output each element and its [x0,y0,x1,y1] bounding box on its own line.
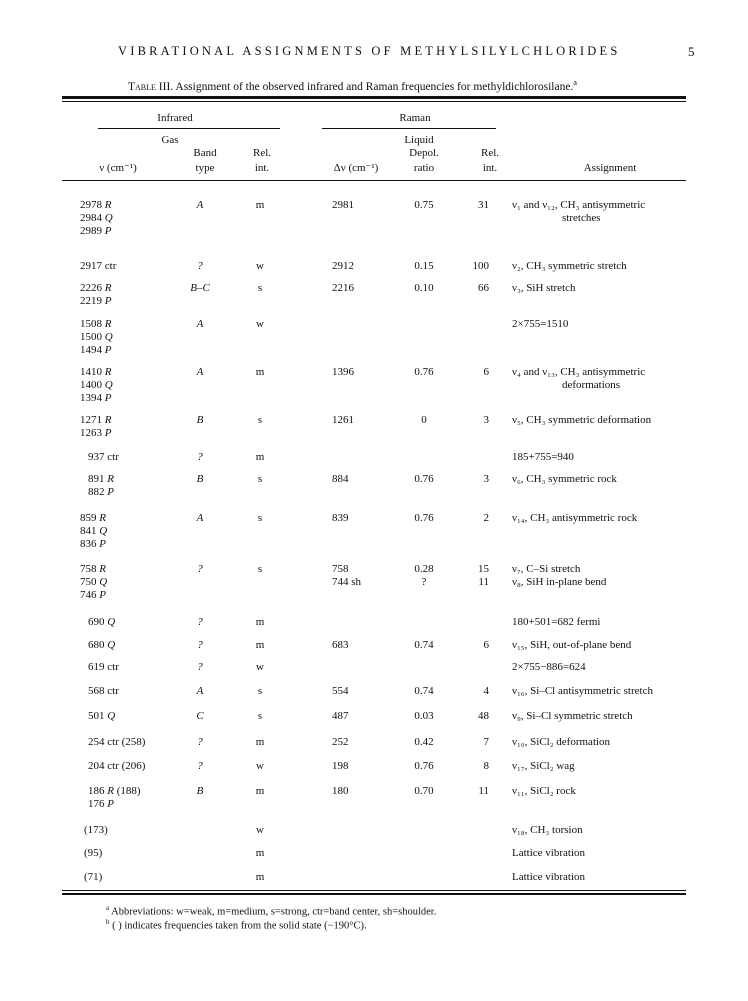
cell-band: A [196,318,204,330]
cell-int: m [255,639,265,651]
cell-freq: 1410 R [80,366,112,378]
heading-assignment: Assignment [583,162,637,174]
cell-rint: 8 [483,760,489,772]
cell-rint: 4 [483,685,489,697]
cell-band: A [196,685,204,697]
footnote-b-text: ( ) indicates frequencies taken from the solid state (−190°C). [112,920,367,932]
footnote-a-mark: a [106,904,110,912]
cell-int: m [255,616,265,628]
cell-freq: 1494 P [80,344,112,356]
cell-freq: 2219 P [80,295,112,307]
cell-freq: 2917 ctr [80,260,117,272]
cell-int: w [256,318,264,330]
heading-frequency: ν (cm⁻¹) [99,162,137,174]
caption-footnote-mark: a [573,78,577,87]
raman-span-rule [322,128,496,129]
heading-infrared: Infrared [157,112,193,124]
cell-dnu: 1396 [332,366,354,378]
footnote-b [106,918,367,932]
cell-int: s [257,710,263,722]
cell-int: m [255,871,265,883]
cell-freq: 176 P [88,798,114,810]
cell-int: s [257,473,263,485]
cell-dnu: 758 [332,563,349,575]
cell-freq: (71) [84,871,103,883]
heading-depol-2: ratio [413,162,435,174]
cell-int: m [255,736,265,748]
table-top-rule-thick [62,96,686,99]
cell-assign: ν₁₀, SiCl₂ deformation [512,736,611,748]
cell-int: w [256,824,264,836]
cell-freq: 841 Q [80,525,108,537]
cell-freq: 186 R (188) [88,785,141,797]
cell-rint: 11 [478,785,489,797]
cell-rint: 7 [483,736,489,748]
cell-depol: 0 [421,414,427,426]
cell-assign: ν₆, CH₃ symmetric rock [512,473,617,485]
cell-band: A [196,366,204,378]
cell-rint: 100 [472,260,489,272]
cell-freq: 746 P [80,589,106,601]
cell-band: B [196,785,204,797]
cell-dnu: 2216 [332,282,354,294]
infrared-span-rule [98,128,280,129]
cell-dnu: 180 [332,785,349,797]
cell-assign: 185+755=940 [512,451,574,463]
cell-freq: 619 ctr [88,661,119,673]
page-number: 5 [688,44,695,59]
cell-depol: 0.10 [414,282,434,294]
cell-depol: 0.74 [414,685,434,697]
cell-freq: 937 ctr [88,451,119,463]
cell-rint: 48 [478,710,489,722]
cell-freq: 2989 P [80,225,112,237]
heading-depol-1: Depol. [409,147,439,159]
cell-band: B [196,473,204,485]
cell-assign: 180+501=682 fermi [512,616,601,628]
cell-int: m [255,785,265,797]
cell-assign: Lattice vibration [512,847,585,859]
cell-depol: 0.76 [414,512,434,524]
cell-assign: 2×755−886=624 [512,661,586,673]
heading-raman-relint-2: int. [482,162,498,174]
table-top-rule-thin [62,101,686,102]
cell-int: w [256,661,264,673]
cell-rint: 11 [478,576,489,588]
cell-freq: 1271 R [80,414,112,426]
cell-assign: ν₁₁, SiCl₂ rock [512,785,576,797]
heading-band-1: Band [193,147,217,159]
cell-assign: ν₉, Si–Cl symmetric stretch [512,710,633,722]
cell-dnu: 487 [332,710,349,722]
cell-assign: ν₁₈, CH₃ torsion [512,824,583,836]
footnote-a [106,904,436,918]
cell-assign: ν₄ and ν₁₃, CH₃ antisymmetric [512,366,646,378]
cell-freq: 859 R [80,512,106,524]
heading-raman-shift: Δν (cm⁻¹) [333,162,379,174]
cell-depol: 0.15 [414,260,434,272]
cell-rint: 15 [478,563,489,575]
cell-freq: 1394 P [80,392,112,404]
cell-freq: 758 R [80,563,106,575]
cell-depol: 0.03 [414,710,434,722]
table-bottom-rule-thick [62,893,686,895]
cell-depol: 0.28 [414,563,434,575]
cell-freq: 501 Q [88,710,116,722]
cell-rint: 2 [483,512,489,524]
cell-band: ? [197,736,203,748]
cell-assign: ν₃, SiH stretch [512,282,576,294]
footnote-a-text: Abbreviations: w=weak, m=medium, s=strong, ctr=band center, sh=shoulder. [111,906,437,918]
cell-int: s [257,282,263,294]
heading-raman-relint-1: Rel. [480,147,500,159]
table-caption [128,78,577,93]
cell-freq: 690 Q [88,616,116,628]
cell-band: ? [197,563,203,575]
cell-freq: 1500 Q [80,331,113,343]
cell-assign: ν₅, CH₃ symmetric deformation [512,414,652,426]
cell-dnu: 2981 [332,199,354,211]
cell-int: s [257,512,263,524]
cell-freq: 1263 P [80,427,112,439]
cell-freq: 1508 R [80,318,112,330]
cell-depol: 0.74 [414,639,434,651]
footnote-b-mark: b [106,918,110,926]
cell-freq: 680 Q [88,639,116,651]
table-bottom-rule-thin [62,890,686,891]
cell-int: m [255,199,265,211]
cell-freq: 568 ctr [88,685,119,697]
cell-dnu: 744 sh [332,576,362,588]
cell-depol: 0.70 [414,785,434,797]
cell-band: C [196,710,204,722]
cell-int: w [256,260,264,272]
cell-depol: 0.76 [414,760,434,772]
cell-rint: 6 [483,366,489,378]
cell-assign: 2×755=1510 [512,318,569,330]
cell-freq: 204 ctr (206) [88,760,146,772]
cell-band: B [196,414,204,426]
cell-freq: 891 R [88,473,114,485]
cell-int: w [256,760,264,772]
cell-freq: 2984 Q [80,212,113,224]
cell-freq: 1400 Q [80,379,113,391]
cell-depol: 0.76 [414,473,434,485]
cell-dnu: 1261 [332,414,354,426]
heading-band-2: type [195,162,215,174]
cell-assign: ν₁₄, CH₃ antisymmetric rock [512,512,638,524]
cell-assign: ν₁₇, SiCl₂ wag [512,760,575,772]
cell-dnu: 198 [332,760,349,772]
cell-rint: 66 [478,282,489,294]
cell-depol: 0.42 [414,736,434,748]
cell-int: s [257,563,263,575]
cell-rint: 3 [483,414,489,426]
heading-relint-2: int. [254,162,270,174]
cell-assign: ν₁₆, Si–Cl antisymmetric stretch [512,685,653,697]
cell-assign: ν₁ and ν₁₂, CH₃ antisymmetric [512,199,646,211]
cell-band: A [196,512,204,524]
header-bottom-rule [62,180,686,181]
heading-gas: Gas [161,134,179,146]
cell-assign: Lattice vibration [512,871,585,883]
cell-dnu: 252 [332,736,349,748]
cell-dnu: 554 [332,685,349,697]
cell-freq: (173) [84,824,108,836]
cell-freq: 750 Q [80,576,108,588]
cell-int: s [257,414,263,426]
cell-band: B–C [190,282,210,294]
cell-assign: stretches [562,212,601,224]
cell-band: ? [197,661,203,673]
cell-dnu: 884 [332,473,349,485]
running-header: VIBRATIONAL ASSIGNMENTS OF METHYLSILYLCHLORIDES [118,44,621,58]
cell-assign: ν₂, CH₃ symmetric stretch [512,260,627,272]
cell-assign: ν₇, C–Si stretch [512,563,581,575]
cell-rint: 31 [478,199,489,211]
cell-rint: 6 [483,639,489,651]
cell-band: ? [197,616,203,628]
cell-assign: ν₈, SiH in-plane bend [512,576,607,588]
cell-dnu: 2912 [332,260,354,272]
cell-assign: deformations [562,379,621,391]
caption-label: Table III. [128,80,174,93]
cell-int: s [257,685,263,697]
cell-depol: 0.75 [414,199,434,211]
cell-assign: ν₁₅, SiH, out-of-plane bend [512,639,632,651]
cell-freq: (95) [84,847,103,859]
heading-liquid: Liquid [404,134,434,146]
heading-raman: Raman [399,112,431,124]
cell-freq: 2226 R [80,282,112,294]
heading-relint-1: Rel. [252,147,272,159]
cell-band: A [196,199,204,211]
cell-int: m [255,847,265,859]
cell-depol: ? [421,576,427,588]
cell-band: ? [197,760,203,772]
cell-freq: 882 P [88,486,114,498]
cell-rint: 3 [483,473,489,485]
cell-dnu: 839 [332,512,349,524]
cell-int: m [255,451,265,463]
cell-freq: 2978 R [80,199,112,211]
cell-freq: 254 ctr (258) [88,736,146,748]
cell-band: ? [197,260,203,272]
cell-int: m [255,366,265,378]
cell-band: ? [197,451,203,463]
cell-band: ? [197,639,203,651]
caption-text: Assignment of the observed infrared and Raman frequencies for methyldichlorosilane. [175,80,574,93]
cell-freq: 836 P [80,538,106,550]
cell-dnu: 683 [332,639,349,651]
cell-depol: 0.76 [414,366,434,378]
